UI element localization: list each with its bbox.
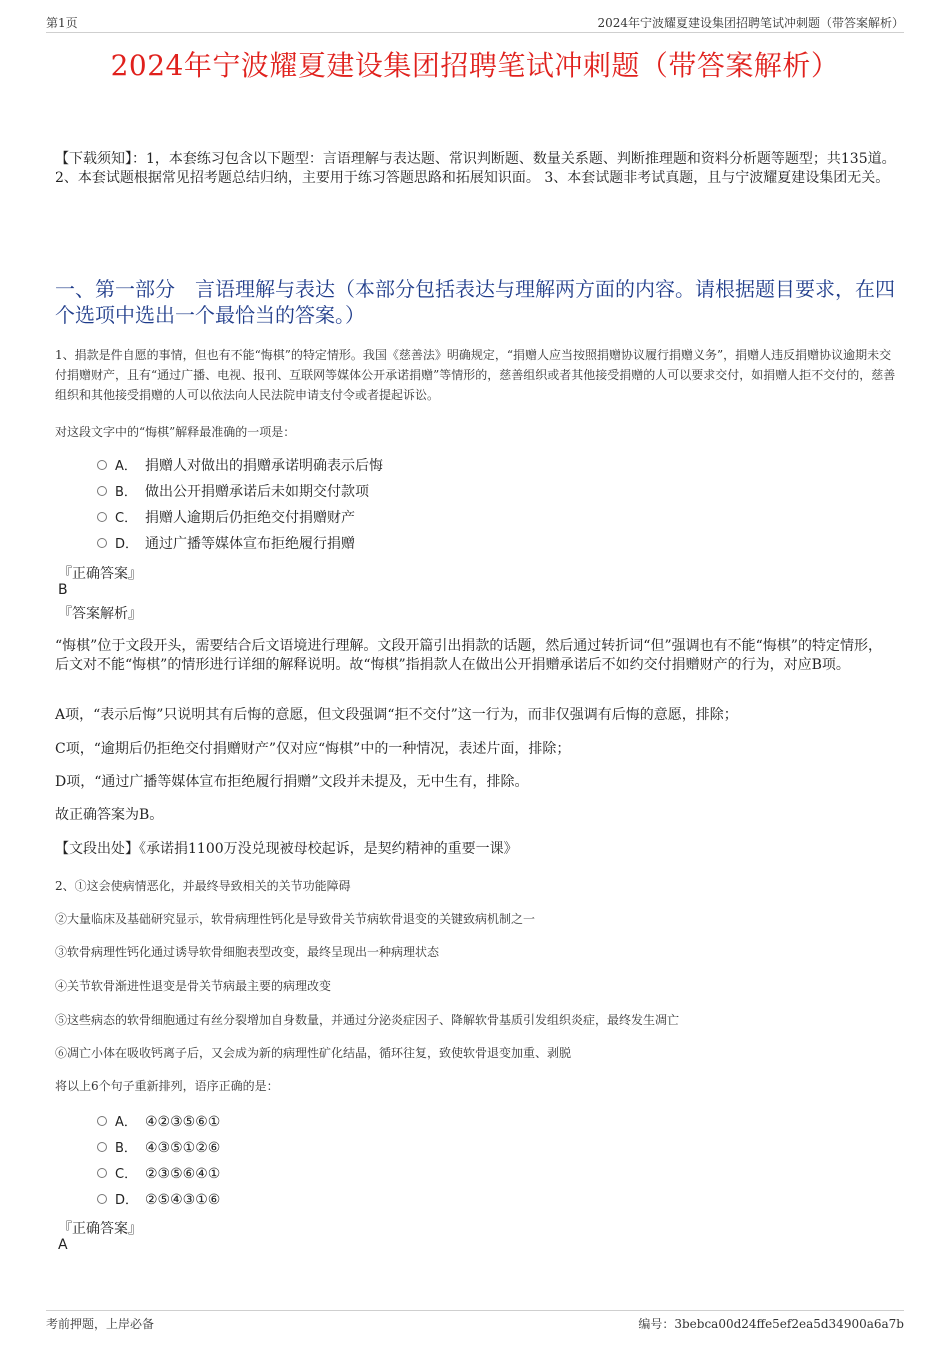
q1-option-a[interactable]: A． 捐赠人对做出的捐赠承诺明确表示后悔 [97,456,383,476]
q2-sentence: ③软骨病理性钙化通过诱导软骨细胞表型改变，最终呈现出一种病理状态 [55,945,440,959]
q1-analysis-d: D项，“通过广播等媒体宣布拒绝履行捐赠”文段并未提及，无中生有，排除。 [55,774,529,790]
q2-sentence: ⑥凋亡小体在吸收钙离子后，又会成为新的病理性矿化结晶，循环往复，致使软骨退变加重、剥脱 [55,1046,572,1060]
q1-answer: B [58,582,68,598]
page-footer [46,1310,904,1333]
q2-sentence: ④关节软骨渐进性退变是骨关节病最主要的病理改变 [55,979,332,993]
download-notice: 【下载须知】：1，本套练习包含以下题型：言语理解与表达题、常识判断题、数量关系题、判断推理题和资料分析题等题型；共135道。 2、本套试题根据常见招考题总结归纳，主要用于练习答题思路和拓展知识面。 3、本套试题非考试真题，且与宁波耀夏建设集团无关。 [55,151,896,186]
q1-option-c[interactable]: C． 捐赠人逾期后仍拒绝交付捐赠财产 [97,508,355,528]
radio-icon[interactable] [97,1194,107,1204]
q2-sentence: ⑤这些病态的软骨细胞通过有丝分裂增加自身数量，并通过分泌炎症因子、降解软骨基质引发组织炎症，最终发生凋亡 [55,1013,680,1027]
footer-slogan: 考前押题，上岸必备 [46,1317,155,1331]
radio-icon[interactable] [97,460,107,470]
page-title: 2024年宁波耀夏建设集团招聘笔试冲刺题（带答案解析） [110,49,840,82]
radio-icon[interactable] [97,1116,107,1126]
q1-stem: 对这段文字中的“悔棋”解释最准确的一项是： [55,425,296,439]
radio-icon[interactable] [97,486,107,496]
radio-icon[interactable] [97,512,107,522]
q1-option-b[interactable]: B． 做出公开捐赠承诺后未如期交付款项 [97,482,369,502]
q2-sentence: ②大量临床及基础研究显示，软骨病理性钙化是导致骨关节病软骨退变的关键致病机制之一 [55,912,536,926]
q1-analysis-c: C项，“逾期后仍拒绝交付捐赠财产”仅对应“悔棋”中的一种情况，表述片面，排除； [55,741,571,757]
footer-code: 编号：3bebca00d24ffe5ef2ea5d34900a6a7b [638,1317,904,1331]
q1-analysis-a: A项，“表示后悔”只说明其有后悔的意愿，但文段强调“拒不交付”这一行为，而非仅强调有后悔的意愿，排除； [55,707,738,723]
q1-source: 【文段出处】《承诺捐1100万没兑现被母校起诉，是契约精神的重要一课》 [55,841,518,857]
q2-answer: A [58,1237,68,1253]
q2-option-c[interactable]: C． ②③⑤⑥④① [97,1164,220,1184]
q1-analysis-label: 『答案解析』 [58,606,142,622]
radio-icon[interactable] [97,538,107,548]
q1-option-d[interactable]: D． 通过广播等媒体宣布拒绝履行捐赠 [97,534,355,554]
q1-passage: 1、捐款是件自愿的事情，但也有不能“悔棋”的特定情形。我国《慈善法》明确规定，“捐赠人应当按照捐赠协议履行捐赠义务”，捐赠人违反捐赠协议逾期未交付捐赠财产，且有“通过广播、电视、报刊、互联网等媒体公开承诺捐赠”等情形的，慈善组织或者其他接受捐赠的人可以要求交付，如捐赠人拒不交付的，慈善组织和其他接受捐赠的人可以依法向人民法院申请支付令或者提起诉讼。 [55,348,896,402]
page-header [46,14,904,33]
q1-analysis-para: “悔棋”位于文段开头，需要结合后文语境进行理解。文段开篇引出捐款的话题，然后通过转折词“但”强调也有不能“悔棋”的特定情形，后文对不能“悔棋”的情形进行详细的解释说明。故“悔棋”指捐款人在做出公开捐赠承诺后不如约交付捐赠财产的行为，对应B项。 [55,638,882,673]
q2-answer-label: 『正确答案』 [58,1221,142,1237]
header-doc-title: 2024年宁波耀夏建设集团招聘笔试冲刺题（带答案解析） [597,16,904,30]
q2-option-a[interactable]: A． ④②③⑤⑥① [97,1112,220,1132]
q1-answer-label: 『正确答案』 [58,566,142,582]
q2-option-b[interactable]: B． ④③⑤①②⑥ [97,1138,220,1158]
q2-stem: 将以上6个句子重新排列，语序正确的是： [55,1079,279,1093]
q2-option-d[interactable]: D． ②⑤④③①⑥ [97,1190,220,1210]
q1-analysis-conclusion: 故正确答案为B。 [55,807,164,823]
radio-icon[interactable] [97,1168,107,1178]
section-heading: 一、第一部分 言语理解与表达（本部分包括表达与理解两方面的内容。请根据题目要求，在四个选项中选出一个最恰当的答案。） [55,277,895,327]
page-number: 第1页 [46,16,78,30]
q2-sentence: 2、①这会使病情恶化，并最终导致相关的关节功能障碍 [55,879,351,893]
radio-icon[interactable] [97,1142,107,1152]
